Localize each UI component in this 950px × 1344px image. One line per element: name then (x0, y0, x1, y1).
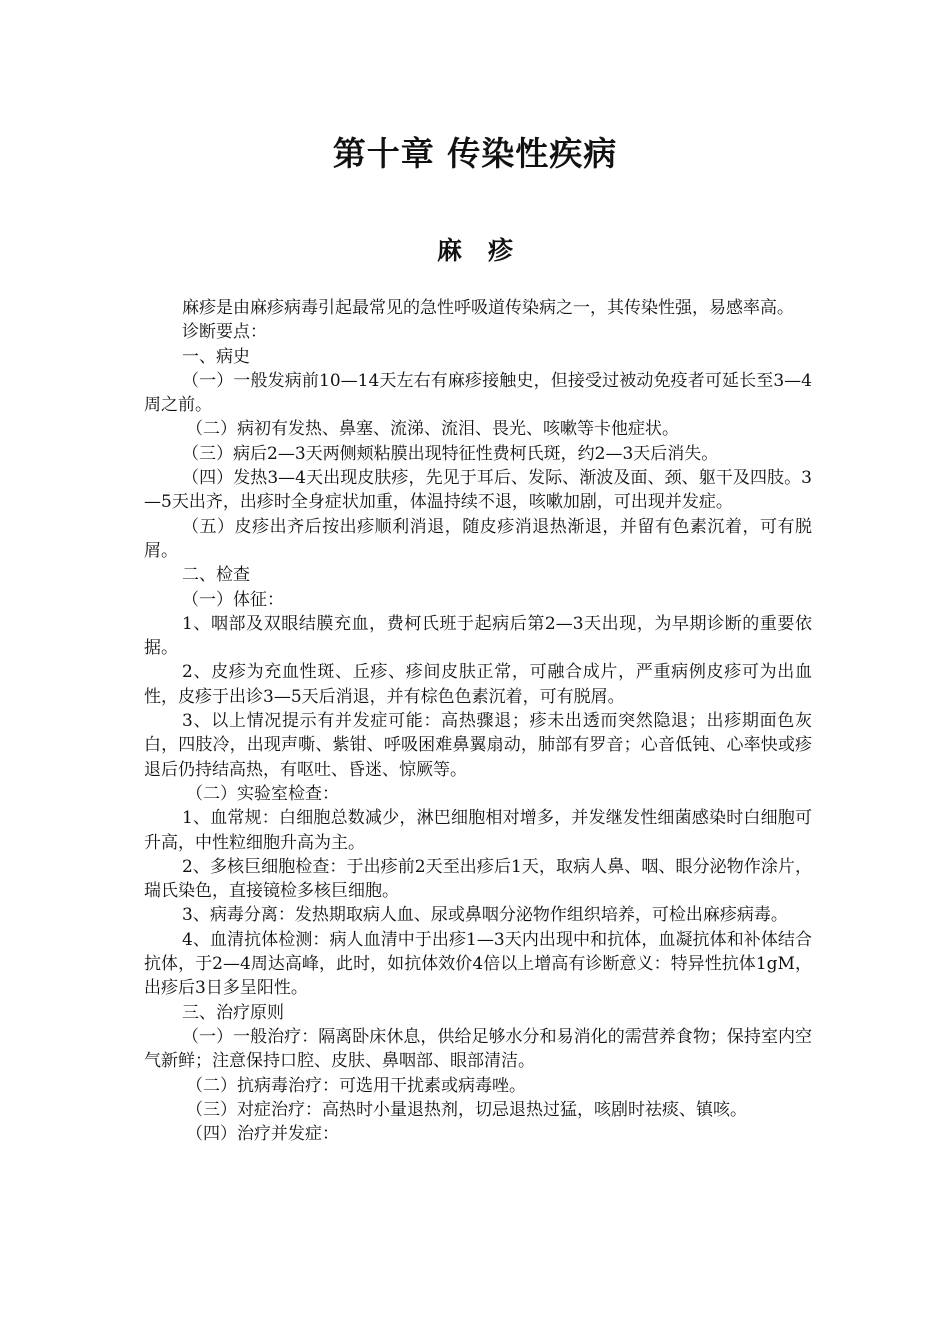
paragraph: 一、病史 (182, 346, 250, 367)
paragraph: 1、咽部及双眼结膜充血，费柯氏班于起病后第2—3天出现，为早期诊断的重要依据。 (144, 613, 812, 659)
paragraph: 1、血常规：白细胞总数减少，淋巴细胞相对增多，并发继发性细菌感染时白细胞可升高，中性粒细胞升高为主。 (144, 808, 812, 853)
paragraph: 4、血清抗体检测：病人血清中于出疹1—3天内出现中和抗体，血凝抗体和补体结合抗体，于2—4周达高峰，此时，如抗体效价4倍以上增高有诊断意义：特异性抗体1gM，出疹后3日多呈阳性。 (144, 929, 812, 999)
paragraph: 2、多核巨细胞检查：于出疹前2天至出疹后1天，取病人鼻、咽、眼分泌物作涂片，瑞氏染色，直接镜检多核巨细胞。 (144, 856, 812, 902)
paragraph: 诊断要点： (182, 322, 267, 343)
paragraph: （四）治疗并发症： (186, 1124, 339, 1145)
paragraph: 3、病毒分离：发热期取病人血、尿或鼻咽分泌物作组织培养，可检出麻疹病毒。 (182, 905, 788, 926)
paragraph: （二）实验室检查： (186, 783, 339, 804)
paragraph: （五）皮疹出齐后按出疹顺利消退，随皮疹消退热渐退，并留有色素沉着，可有脱屑。 (144, 516, 812, 561)
paragraph: 麻疹是由麻疹病毒引起最常见的急性呼吸道传染病之一，其传染性强，易感率高。 (182, 298, 794, 318)
paragraph: （二）病初有发热、鼻塞、流涕、流泪、畏光、咳嗽等卡他症状。 (186, 419, 679, 440)
paragraph: （三）病后2—3天两侧颊粘膜出现特征性费柯氏斑，约2—3天后消失。 (182, 443, 719, 464)
paragraph: （三）对症治疗：高热时小量退热剂，切忌退热过猛，咳剧时祛痰、镇咳。 (186, 1099, 747, 1120)
section-title: 麻疹 (436, 236, 539, 265)
paragraph: 三、治疗原则 (182, 1002, 284, 1023)
chapter-title: 第十章 传染性疾病 (332, 134, 618, 173)
paragraph: （一）一般治疗：隔离卧床休息，供给足够水分和易消化的需营养食物；保持室内空气新鲜；注意保持口腔、皮肤、鼻咽部、眼部清洁。 (144, 1026, 812, 1072)
document-body (144, 296, 812, 1146)
paragraph: （四）发热3—4天出现皮肤疹，先见于耳后、发际、渐波及面、颈、躯干及四肢。3—5天出齐，出疹时全身症状加重，体温持续不退，咳嗽加剧，可出现并发症。 (144, 468, 812, 513)
paragraph: 二、检查 (182, 565, 250, 586)
paragraph: （二）抗病毒治疗：可选用干扰素或病毒唑。 (186, 1075, 526, 1096)
paragraph: 3、以上情况提示有并发症可能：高热骤退；疹未出透而突然隐退；出疹期面色灰白，四肢冷，出现声嘶、紫钳、呼吸困难鼻翼扇动，肺部有罗音；心音低钝、心率快或疹退后仍持结高热，有呕吐、昏迷、惊厥等。 (144, 711, 812, 780)
paragraph: （一）体征： (182, 589, 284, 610)
paragraph: （一）一般发病前10—14天左右有麻疹接触史，但接受过被动免疫者可延长至3—4周之前。 (144, 370, 812, 416)
paragraph: 2、皮疹为充血性斑、丘疹、疹间皮肤正常，可融合成片，严重病例皮疹可为出血性，皮疹于出诊3—5天后消退，并有棕色色素沉着，可有脱屑。 (144, 662, 812, 707)
